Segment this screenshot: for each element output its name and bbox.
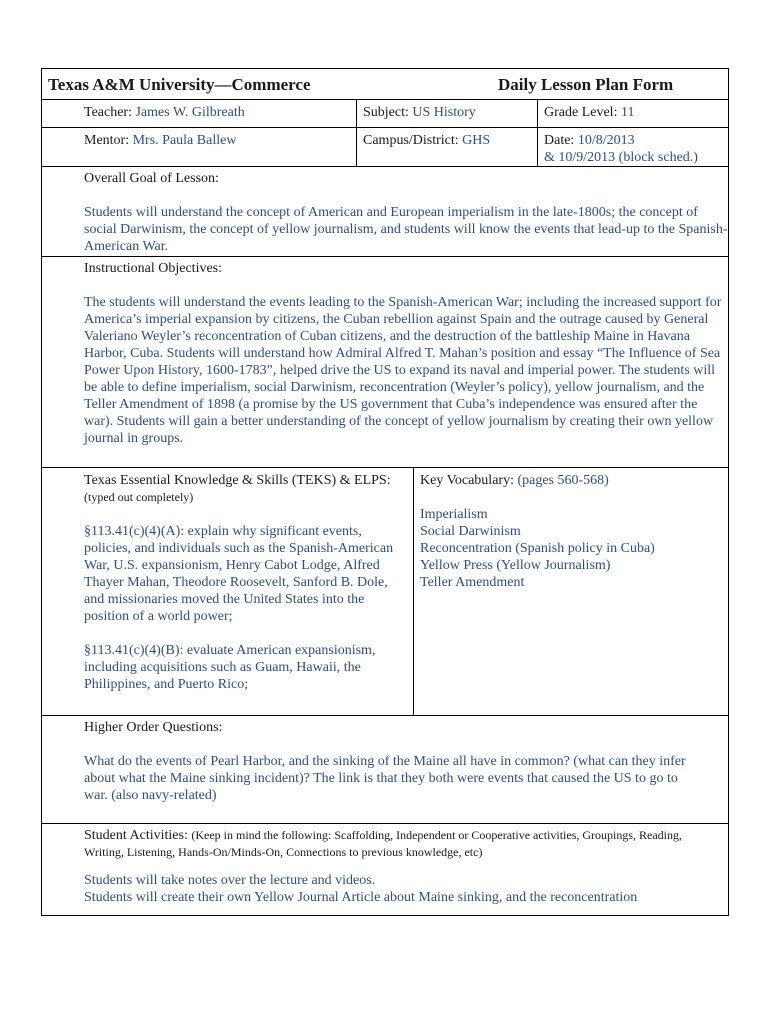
objectives-text: The students will understand the events leading to the Spanish-American War; including the increased support for America’s imperial expansion by citizens, the Cuban rebellion against Spain and the outrage caused by General Valeriano Weyler’s reconcentration of Cuban citizens, and the destruction of the battleship Maine in Havana Harbor, Cuba. Students will understand how Admiral Alfred T. Mahan’s position and essay “The Influence of Sea Power Upon History, 1600-1783”, helped drive the US to expand its naval and imperial power. The students will be able to define imperialism, social Darwinism, reconcentration (Weyler’s policy), yellow journalism, and the Teller Amendment of 1898 (a promise by the US government that Cuba’s independence was ensured after the war). Students will gain a better understanding of the concept of yellow journalism by creating their own yellow journal in groups. [84,295,722,446]
hoq-text: What do the events of Pearl Harbor, and the sinking of the Maine all have in common? (what can they infer about what the Maine sinking incident)? The link is that they both were events that caused the US to go to war. (also navy-related) [84,754,686,803]
vocab-item: Imperialism [420,507,488,522]
date-field [537,128,728,166]
teks-vocab-row [42,467,728,715]
teacher-field [42,100,356,127]
date-value-2: & 10/9/2013 (block sched.) [544,150,698,165]
teks-note: (typed out completely) [84,490,194,504]
grade-field [537,100,728,127]
activities-line-1: Students will take notes over the lecture and videos. [84,873,376,888]
campus-value: GHS [462,133,491,148]
university-name: Texas A&M University—Commerce [48,74,311,94]
grade-label: Grade Level: [544,105,618,120]
subject-label: Subject: [363,105,409,120]
date-value: 10/8/2013 [577,133,635,148]
info-row-1 [42,99,728,127]
vocab-section [413,468,728,715]
teks-label: Texas Essential Knowledge & Skills (TEKS) & ELPS: [84,473,391,488]
teacher-value: James W. Gilbreath [135,105,245,120]
form-title: Daily Lesson Plan Form [498,74,674,94]
goal-label: Overall Goal of Lesson: [84,171,219,186]
teks-item: §113.41(c)(4)(B): evaluate American expansionism, including acquisitions such as Guam, Hawaii, the Philippines, and Puerto Rico; [84,643,376,692]
goal-section [42,166,728,256]
vocab-pages: (pages 560-568) [517,473,609,488]
grade-value: 11 [620,105,635,120]
vocab-item: Yellow Press (Yellow Journalism) [420,558,611,573]
vocab-label: Key Vocabulary: [420,473,514,488]
vocab-item: Teller Amendment [420,575,525,590]
hoq-label: Higher Order Questions: [84,720,223,735]
vocab-item: Reconcentration (Spanish policy in Cuba) [420,541,655,556]
objectives-section [42,256,728,467]
lesson-plan-form [41,68,729,916]
form-header [42,69,728,99]
info-row-2 [42,127,728,166]
campus-field [356,128,537,166]
activities-line-2: Students will create their own Yellow Journal Article about Maine sinking, and the reconcentration [84,890,638,905]
subject-value: US History [412,105,476,120]
objectives-label: Instructional Objectives: [84,261,223,276]
mentor-value: Mrs. Paula Ballew [132,133,237,148]
campus-label: Campus/District: [363,133,459,148]
activities-note: (Keep in mind the following: Scaffolding, Independent or Cooperative activities, Groupings, Reading, Writing, Listening, Hands-On/Minds-On, Connections to previous knowledge, etc) [84,828,683,859]
teks-item: §113.41(c)(4)(A): explain why significant events, policies, and individuals such as the Spanish-American War, U.S. expansionism, Henry Cabot Lodge, Alfred Thayer Mahan, Theodore Roosevelt, Sanford B. Dole, and missionaries moved the United States into the position of a world power; [84,524,394,624]
mentor-field [42,128,356,166]
goal-text: Students will understand the concept of American and European imperialism in the late-1800s; the concept of social Darwinism, the concept of yellow journalism, and students will know the events that lead-up to the Spanish-American War. [84,205,728,254]
teacher-label: Teacher: [84,105,132,120]
vocab-list [420,506,728,591]
activities-label: Student Activities: [84,828,188,843]
date-label: Date: [544,133,575,148]
activities-section [42,823,728,915]
subject-field [356,100,537,127]
hoq-section [42,715,728,823]
vocab-item: Social Darwinism [420,524,521,539]
mentor-label: Mentor: [84,133,130,148]
teks-section [42,468,413,715]
